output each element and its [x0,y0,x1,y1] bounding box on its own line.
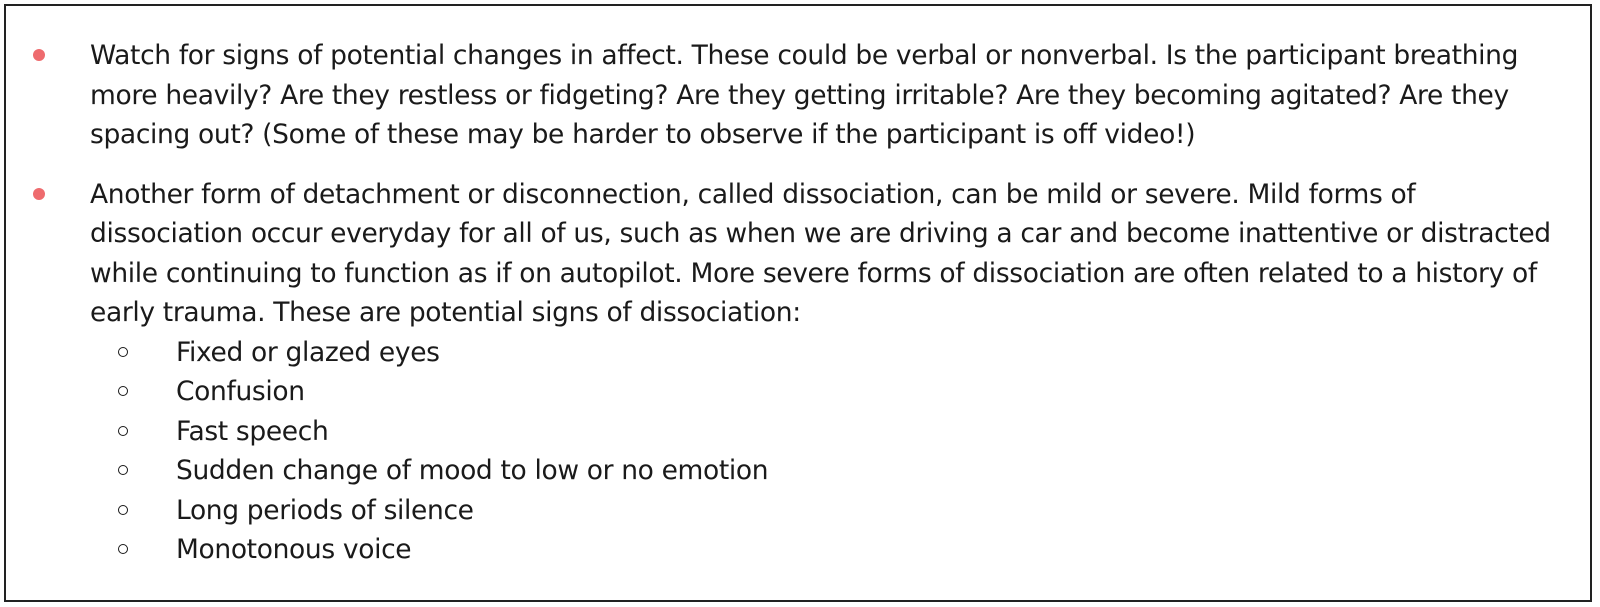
list-item [90,372,1570,412]
list-item-text: Fixed or glazed eyes [176,336,440,368]
bullet-dot-icon [33,49,45,61]
list-item-text: Fast speech [176,415,329,447]
hollow-circle-icon [118,386,128,396]
dissociation-signs-list [90,333,1570,570]
hollow-circle-icon [118,465,128,475]
list-item-text: Monotonous voice [176,534,412,565]
hollow-circle-icon [118,544,128,554]
list-item-text: Sudden change of mood to low or no emotion [176,455,769,486]
bullet-list [6,36,1590,590]
list-item [90,412,1570,452]
list-item-text: Long periods of silence [176,494,474,526]
bullet-item-dissociation [6,175,1590,570]
hollow-circle-icon [118,505,128,515]
bullet-item-affect-changes [6,36,1590,155]
bullet-dot-icon [33,188,45,200]
document-frame [4,4,1592,602]
list-item [90,530,1570,570]
list-item [90,333,1570,373]
hollow-circle-icon [118,426,128,436]
hollow-circle-icon [118,347,128,357]
bullet-text: Watch for signs of potential changes in affect. These could be verbal or nonverbal. Is the participant breathing more heavily? Are they restless or fidgeting? Are they getting irritable? Are they becoming agitated? Are they spacing out? (Some of these may be harder to observe if the participant is off video!) [90,40,1519,150]
list-item [90,491,1570,531]
list-item [90,451,1570,491]
bullet-text: Another form of detachment or disconnection, called dissociation, can be mild or severe. Mild forms of dissociation occur everyday for all of us, such as when we are driving a car and become inattentive or distracted while continuing to function as if on autopilot. More severe forms of dissociation are often related to a history of early trauma. These are potential signs of dissociation: [90,178,1551,328]
list-item-text: Confusion [176,376,305,407]
